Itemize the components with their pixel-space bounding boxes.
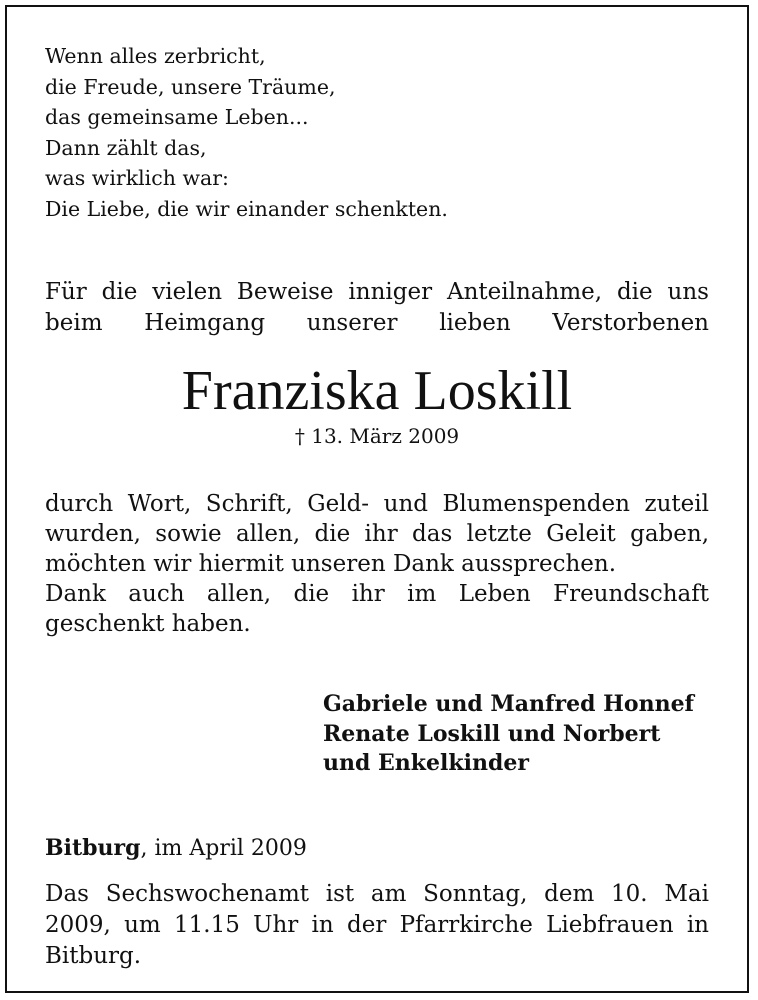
poem (45, 41, 709, 224)
poem-line: Dann zählt das, (45, 135, 207, 160)
poem-line: Die Liebe, die wir einander schenkten. (45, 196, 448, 221)
signature-line: und Enkelkinder (323, 750, 529, 776)
thanks-text (45, 489, 709, 639)
poem-line: das gemeinsame Leben... (45, 105, 309, 129)
thanks-line: möchten wir hiermit unseren Dank aussprechen. (45, 551, 617, 577)
mass-line: 2009, um 11.15 Uhr in der Pfarrkirche Liebfrauen in (45, 912, 709, 938)
thanks-line: wurden, sowie allen, die ihr das letzte Geleit gaben, (45, 521, 709, 547)
poem-line: Wenn alles zerbricht, (45, 44, 266, 68)
intro-text (45, 277, 709, 339)
mass-line: Bitburg. (45, 943, 142, 969)
intro-line: beim Heimgang unserer lieben Verstorbenen (45, 310, 709, 336)
thanks-line: durch Wort, Schrift, Geld- und Blumenspenden zuteil (45, 491, 709, 517)
notice-frame (5, 5, 749, 993)
signatures (323, 690, 694, 779)
signature-line: Gabriele und Manfred Honnef (323, 691, 695, 717)
deceased-name: Franziska Loskill (181, 360, 573, 422)
signature-line: Renate Loskill und Norbert (323, 720, 661, 747)
place-name: Bitburg (45, 835, 141, 861)
mass-info (45, 879, 709, 972)
place-date (45, 833, 709, 864)
intro-line: Für die vielen Beweise inniger Anteilnahme, die uns (45, 279, 709, 305)
poem-line: die Freude, unsere Träume, (45, 74, 336, 99)
place-date-text: , im April 2009 (140, 836, 307, 861)
thanks-line: geschenkt haben. (45, 611, 251, 637)
death-date: † 13. März 2009 (294, 424, 460, 448)
thanks-line: Dank auch allen, die ihr im Leben Freundschaft (45, 581, 709, 607)
poem-line: was wirklich war: (45, 166, 229, 190)
mass-line: Das Sechswochenamt ist am Sonntag, dem 10. Mai (45, 881, 709, 907)
